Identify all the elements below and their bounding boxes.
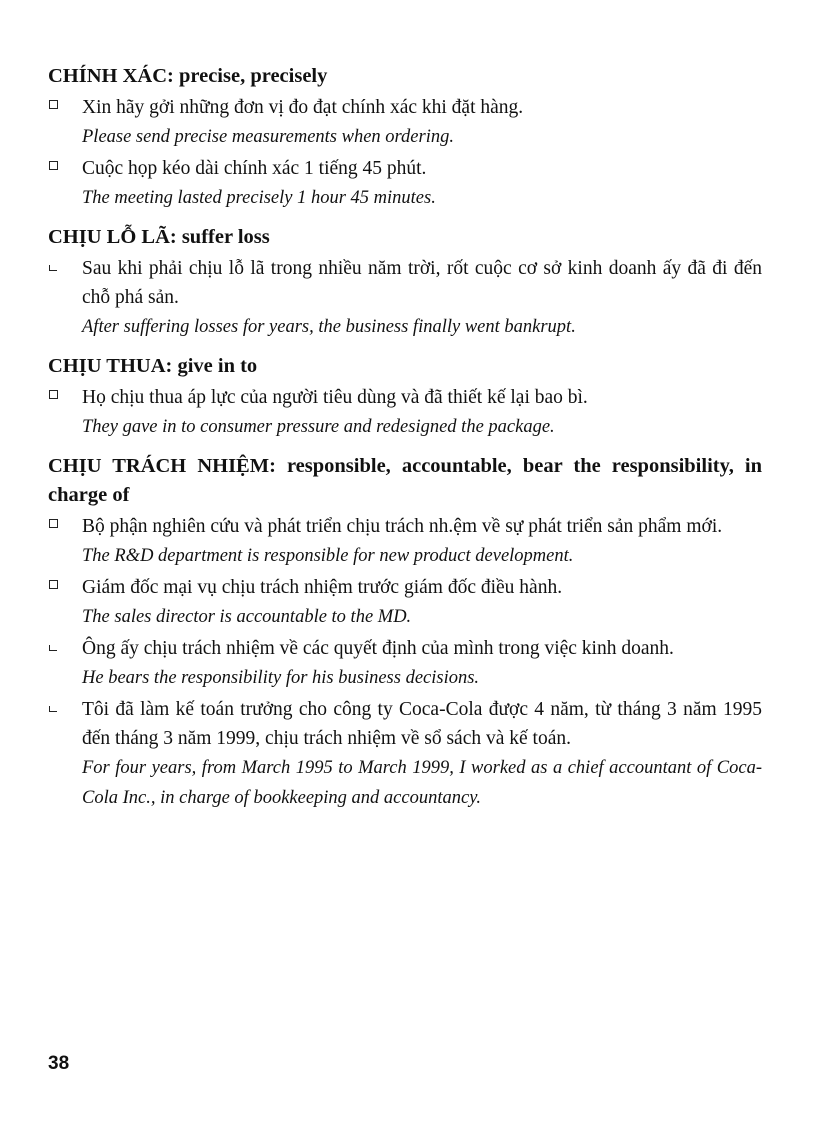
entry-chiu-lo-la — [48, 223, 762, 342]
example-english: The sales director is accountable to the MD. — [82, 607, 412, 627]
example-item — [48, 154, 762, 213]
entry-heading: CHỊU TRÁCH NHIỆM: responsible, accountable, bear the responsibility, in charge of — [48, 455, 762, 506]
checkbox-bullet-icon — [49, 645, 57, 651]
example-item — [48, 695, 762, 813]
example-item — [48, 93, 762, 152]
example-item — [48, 512, 762, 571]
example-english: The meeting lasted precisely 1 hour 45 minutes. — [82, 188, 436, 208]
page-number: 38 — [48, 1053, 70, 1074]
example-vietnamese: Ông ấy chịu trách nhiệm về các quyết định của mình trong việc kinh doanh. — [82, 638, 674, 659]
example-english: They gave in to consumer pressure and redesigned the package. — [82, 417, 555, 437]
example-vietnamese: Xin hãy gởi những đơn vị đo đạt chính xác khi đặt hàng. — [82, 97, 524, 118]
entry-heading: CHỊU THUA: give in to — [48, 355, 258, 377]
example-vietnamese: Bộ phận nghiên cứu và phát triển chịu trách nh.ệm về sự phát triển sản phẩm mới. — [82, 516, 723, 537]
example-english: After suffering losses for years, the business finally went bankrupt. — [82, 317, 576, 337]
entry-chiu-thua — [48, 352, 762, 442]
entry-chiu-trach-nhiem — [48, 452, 762, 813]
example-vietnamese: Giám đốc mại vụ chịu trách nhiệm trước giám đốc điều hành. — [82, 577, 563, 598]
example-vietnamese: Sau khi phải chịu lỗ lã trong nhiều năm trời, rốt cuộc cơ sở kinh doanh ấy đã đi đến chỗ phá sản. — [82, 258, 762, 308]
example-vietnamese: Họ chịu thua áp lực của người tiêu dùng và đã thiết kế lại bao bì. — [82, 387, 588, 408]
dictionary-page — [48, 62, 762, 823]
example-item — [48, 634, 762, 693]
example-english: Please send precise measurements when ordering. — [82, 127, 454, 147]
example-english: He bears the responsibility for his business decisions. — [82, 668, 480, 688]
example-vietnamese: Tôi đã làm kế toán trưởng cho công ty Coca-Cola được 4 năm, từ tháng 3 năm 1995 đến tháng 3 năm 1999, chịu trách nhiệm về sổ sách và kế toán. — [82, 699, 762, 749]
checkbox-bullet-icon — [49, 519, 58, 528]
checkbox-bullet-icon — [49, 580, 58, 589]
entry-chinh-xac — [48, 62, 762, 213]
entry-heading: CHỊU LỖ LÃ: suffer loss — [48, 226, 270, 248]
example-item — [48, 573, 762, 632]
checkbox-bullet-icon — [49, 161, 58, 170]
checkbox-bullet-icon — [49, 100, 58, 109]
example-vietnamese: Cuộc họp kéo dài chính xác 1 tiếng 45 phút. — [82, 158, 427, 179]
checkbox-bullet-icon — [49, 706, 57, 712]
checkbox-bullet-icon — [49, 390, 58, 399]
entry-heading: CHÍNH XÁC: precise, precisely — [48, 65, 328, 87]
example-item — [48, 383, 762, 442]
example-english: For four years, from March 1995 to March 1999, I worked as a chief accountant of Coca-Cola Inc., in charge of bookkeeping and accountancy. — [82, 758, 762, 808]
example-english: The R&D department is responsible for new product development. — [82, 546, 574, 566]
checkbox-bullet-icon — [49, 265, 57, 271]
example-item — [48, 254, 762, 342]
